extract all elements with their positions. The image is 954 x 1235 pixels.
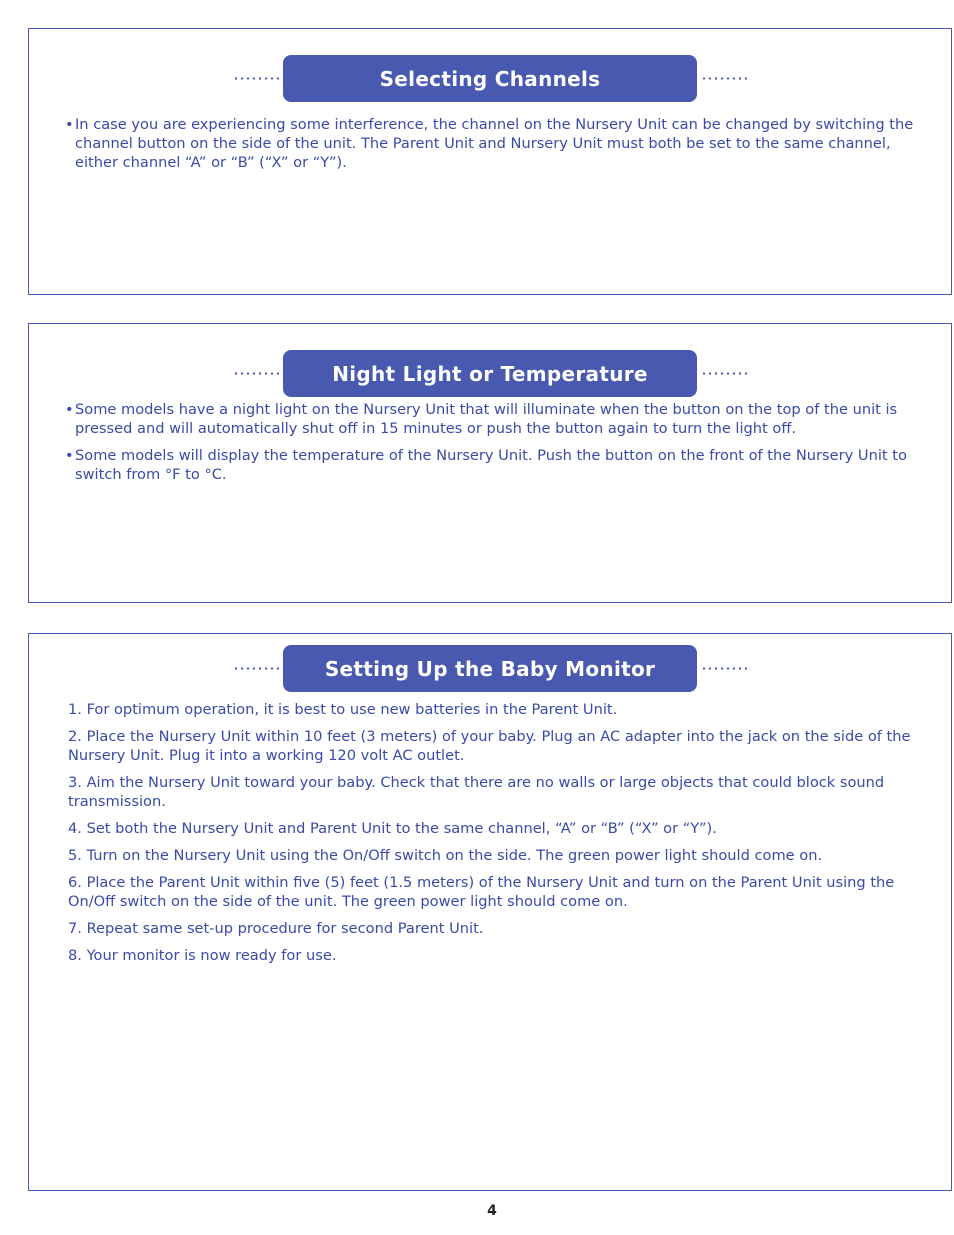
- bullet-icon: •: [65, 116, 74, 133]
- section-setting-up: [28, 633, 952, 1191]
- section-selecting-channels: [28, 28, 952, 295]
- section-header: [29, 645, 951, 692]
- dotted-rule-right: [701, 372, 749, 375]
- section-body: [65, 115, 937, 180]
- section-night-light-temperature: [28, 323, 952, 603]
- list-item: 2. Place the Nursery Unit within 10 feet (3 meters) of your baby. Plug an AC adapter into the jack on the side of the Nursery Unit. Plug it into a working 120 volt AC outlet.: [68, 728, 911, 764]
- dotted-rule-left: [233, 667, 281, 670]
- list-item: 1. For optimum operation, it is best to use new batteries in the Parent Unit.: [68, 701, 618, 718]
- list-item: 5. Turn on the Nursery Unit using the On/Off switch on the side. The green power light should come on.: [68, 847, 823, 864]
- list-item: 3. Aim the Nursery Unit toward your baby. Check that there are no walls or large objects that could block sound transmission.: [68, 774, 885, 810]
- section-title: Selecting Channels: [283, 55, 697, 102]
- list-item: 7. Repeat same set-up procedure for second Parent Unit.: [68, 920, 484, 937]
- bullet-text: Some models will display the temperature of the Nursery Unit. Push the button on the front of the Nursery Unit to switch from °F to °C.: [75, 447, 907, 483]
- dotted-rule-right: [701, 667, 749, 670]
- bullet-icon: •: [65, 401, 74, 418]
- section-header: [29, 55, 951, 102]
- section-header: [29, 350, 951, 397]
- section-body: [65, 400, 937, 492]
- list-item: 8. Your monitor is now ready for use.: [68, 947, 337, 964]
- dotted-rule-right: [701, 77, 749, 80]
- bullet-icon: •: [65, 447, 74, 464]
- dotted-rule-left: [233, 77, 281, 80]
- bullet-item: [65, 400, 937, 438]
- section-title: Setting Up the Baby Monitor: [283, 645, 697, 692]
- section-title: Night Light or Temperature: [283, 350, 697, 397]
- list-item: 6. Place the Parent Unit within five (5) feet (1.5 meters) of the Nursery Unit and turn on the Parent Unit using the On/Off switch on the side of the unit. The green power light should come on.: [68, 874, 895, 910]
- dotted-rule-left: [233, 372, 281, 375]
- bullet-item: [65, 115, 937, 172]
- section-body: [60, 700, 937, 973]
- bullet-text: Some models have a night light on the Nursery Unit that will illuminate when the button on the top of the unit is pressed and will automatically shut off in 15 minutes or push the button again to turn the light off.: [75, 401, 898, 437]
- bullet-text: In case you are experiencing some interference, the channel on the Nursery Unit can be changed by switching the channel button on the side of the unit. The Parent Unit and Nursery Unit must both be set to the same channel, either channel “A” or “B” (“X” or “Y”).: [75, 116, 914, 171]
- page-number: 4: [487, 1203, 497, 1219]
- list-item: 4. Set both the Nursery Unit and Parent Unit to the same channel, “A” or “B” (“X” or “Y”).: [68, 820, 717, 837]
- bullet-item: [65, 446, 937, 484]
